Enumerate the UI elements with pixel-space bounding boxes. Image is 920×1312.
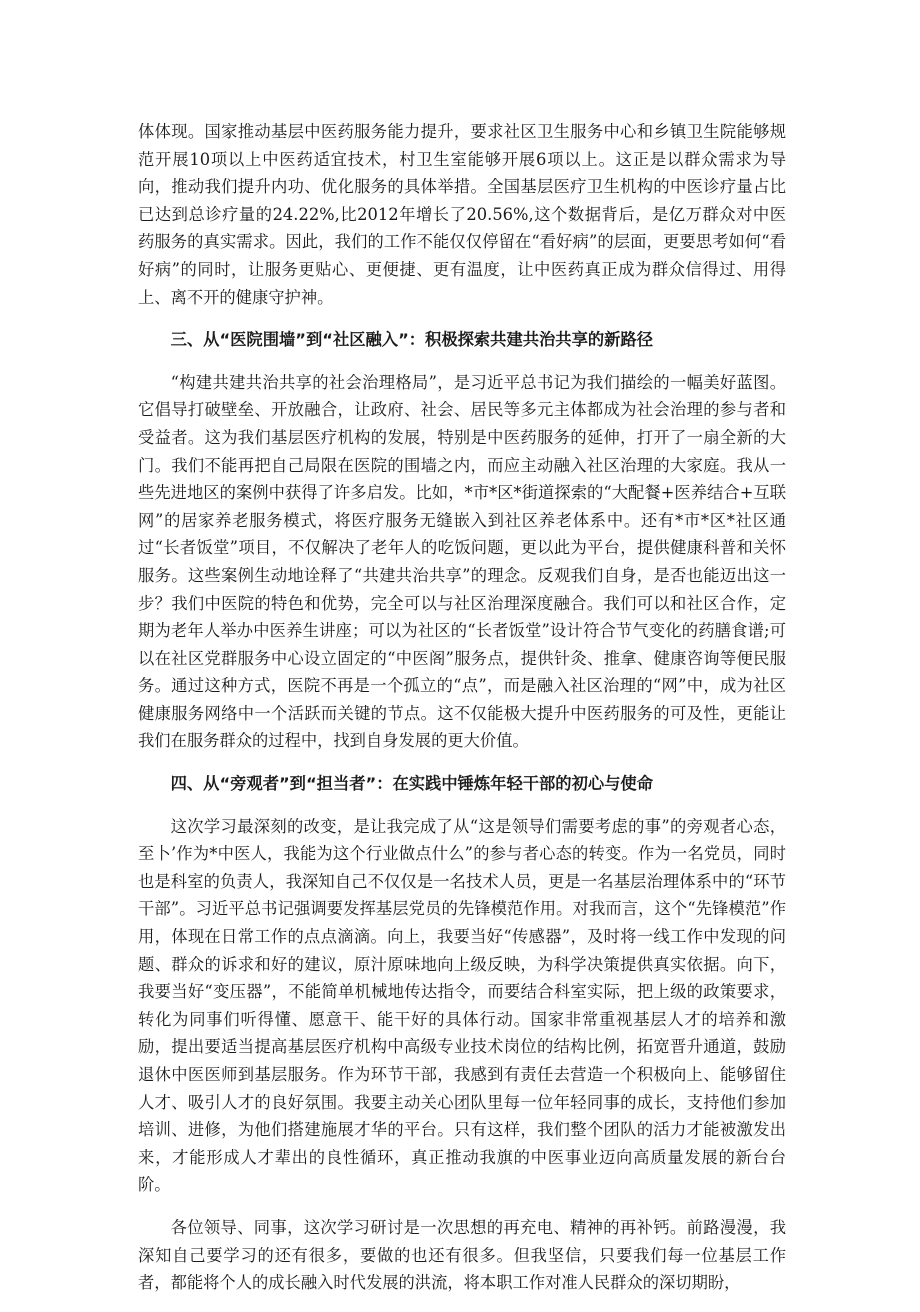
document-page [138,118,786,1312]
section-heading-3: 三、从“医院围墙”到“社区融入”：积极探索共建共治共享的新路径 [170,330,653,350]
body-paragraph-4: 各位领导、同事，这次学习研讨是一次思想的再充电、精神的再补钙。前路漫漫，我深知自己要学习的还有很多，要做的也还有很多。但我坚信，只要我们每一位基层工作者，都能将个人的成长融入时代发展的洪流，将本职工作对准人民群众的深切期盼， [138,1217,786,1293]
body-paragraph-3: 这次学习最深刻的改变，是让我完成了从“这是领导们需要考虑的事”的旁观者心态，至卜’作为*中医人，我能为这个行业做点什么”的参与者心态的转变。作为一名党员，同时也是科室的负责人，我深知自己不仅仅是一名技术人员，更是一名基层治理体系中的“环节干部”。习近平总书记强调要发挥基层党员的先锋模范作用。对我而言，这个“先锋模范”作用，体现在日常工作的点点滴滴。向上，我要当好“传感器”，及时将一线工作中发现的问题、群众的诉求和好的建议，原汁原味地向上级反映，为科学决策提供真实依据。向下，我要当好“变压器”，不能简单机械地传达指令，而要结合科室实际，把上级的政策要求，转化为同事们听得懂、愿意干、能干好的具体行动。国家非常重视基层人才的培养和激励，提出要适当提高基层医疗机构中高级专业技术岗位的结构比例，拓宽晋升通道，鼓励退休中医医师到基层服务。作为环节干部，我感到有责任去营造一个积极向上、能够留住人才、吸引人才的良好氛围。我要主动关心团队里每一位年轻同事的成长，支持他们参加培训、进修，为他们搭建施展才华的平台。只有这样，我们整个团队的活力才能被激发出来，才能形成人才辈出的良性循环，真正推动我旗的中医事业迈向高质量发展的新台台阶。 [138,816,786,1195]
body-paragraph-2: “构建共建共治共享的社会治理格局”，是习近平总书记为我们描绘的一幅美好蓝图。它倡导打破壁垒、开放融合，让政府、社会、居民等多元主体都成为社会治理的参与者和受益者。这为我们基层医疗机构的发展，特别是中医药服务的延伸，打开了一扇全新的大门。我们不能再把自己局限在医院的围墙之内，而应主动融入社区治理的大家庭。我从一些先进地区的案例中获得了许多启发。比如，*市*区*街道探索的“大配餐+医养结合+互联网”的居家养老服务模式，将医疗服务无缝嵌入到社区养老体系中。还有*市*区*社区通过“长者饭堂”项目，不仅解决了老年人的吃饭问题，更以此为平台，提供健康科普和关怀服务。这些案例生动地诠释了“共建共治共享”的理念。反观我们自身，是否也能迈出这一步？我们中医院的特色和优势，完全可以与社区治理深度融合。我们可以和社区合作，定期为老年人举办中医养生讲座；可以为社区的“长者饭堂”设计符合节气变化的药膳食谱;可以在社区党群服务中心设立固定的“中医阁”服务点，提供针灸、推拿、健康咨询等便民服务。通过这种方式，医院不再是一个孤立的“点”，而是融入社区治理的“网”中，成为社区健康服务网络中一个活跃而关键的节点。这不仅能极大提升中医药服务的可及性，更能让我们在服务群众的过程中，找到自身发展的更大价值。 [138,372,786,751]
section-heading-4: 四、从“旁观者”到“担当者”：在实践中锤炼年轻干部的初心与使命 [170,774,653,794]
body-paragraph-1: 体体现。国家推动基层中医药服务能力提升，要求社区卫生服务中心和乡镇卫生院能够规范开展10项以上中医药适宜技术，村卫生室能够开展6项以上。这正是以群众需求为导向，推动我们提升内功、优化服务的具体举措。全国基层医疗卫生机构的中医诊疗量占比已达到总诊疗量的24.22%,比2012年增长了20.56%,这个数据背后，是亿万群众对中医药服务的真实需求。因此，我们的工作不能仅仅停留在“看好病”的层面，更要思考如何“看好病”的同时，让服务更贴心、更便捷、更有温度，让中医药真正成为群众信得过、用得上、离不开的健康守护神。 [138,122,786,307]
